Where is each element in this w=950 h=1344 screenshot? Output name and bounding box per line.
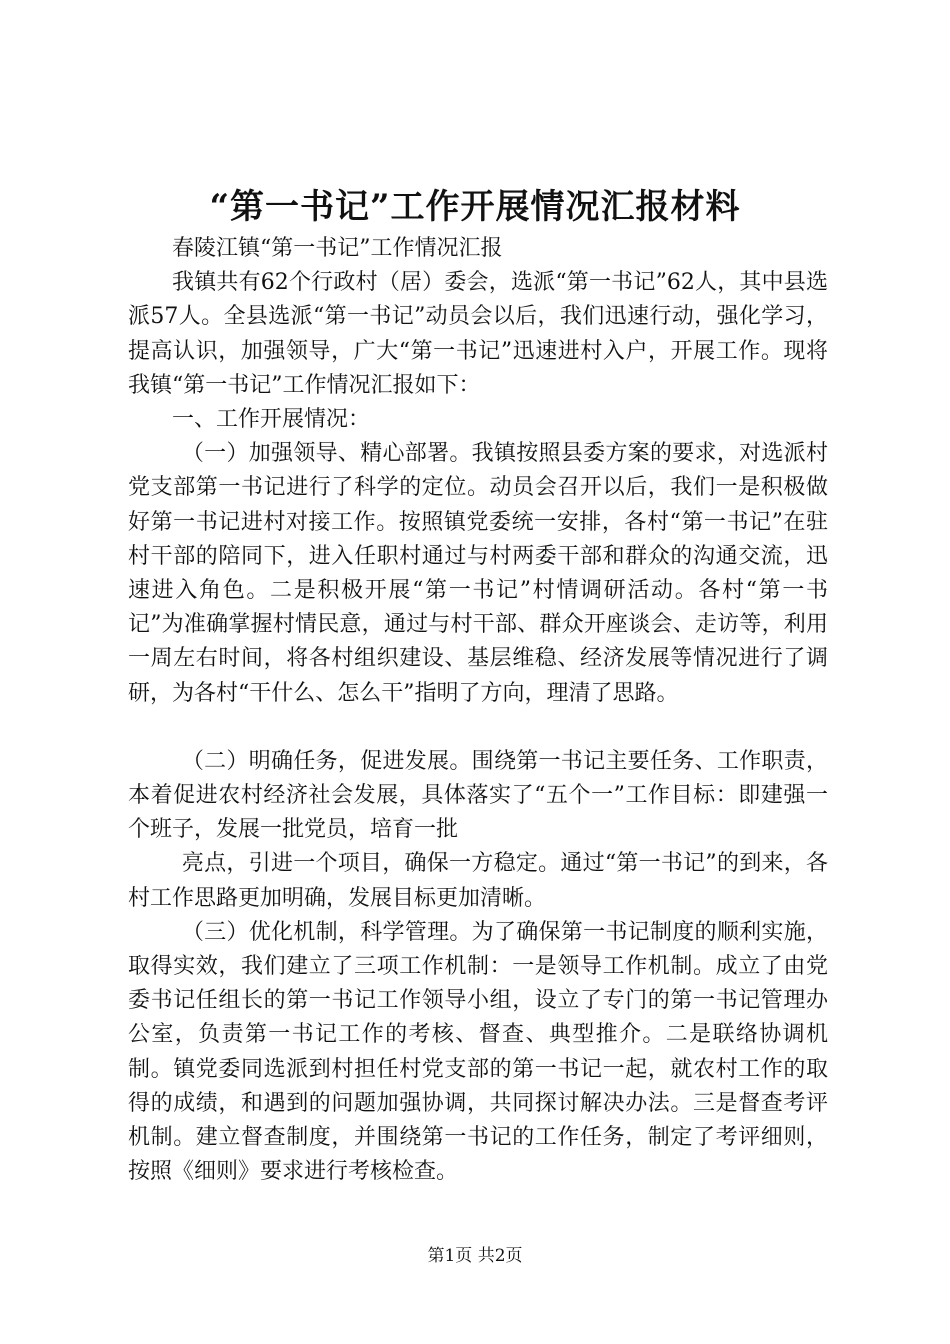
intro-paragraph: 我镇共有62个行政村（居）委会，选派“第一书记”62人，其中县选派57人。全县选派“第一书记”动员会以后，我们迅速行动，强化学习，提高认识，加强领导，广大“第一书记”迅速进村入户，开展工作。现将我镇“第一书记”工作情况汇报如下： [128,270,828,398]
report-subtitle: 春陵江镇“第一书记”工作情况汇报 [172,236,503,261]
paragraph-two-continued: 亮点，引进一个项目，确保一方稳定。通过“第一书记”的到来，各村工作思路更加明确，发展目标更加清晰。 [128,851,828,911]
paragraph-three: （三）优化机制，科学管理。为了确保第一书记制度的顺利实施，取得实效，我们建立了三项工作机制：一是领导工作机制。成立了由党委书记任组长的第一书记工作领导小组，设立了专门的第一书记管理办公室，负责第一书记工作的考核、督查、典型推介。二是联络协调机制。镇党委同选派到村担任村党支部的第一书记一起，就农村工作的取得的成绩，和遇到的问题加强协调，共同探讨解决办法。三是督查考评机制。建立督查制度，并围绕第一书记的工作任务，制定了考评细则，按照《细则》要求进行考核检查。 [128,919,828,1185]
section-heading: 一、工作开展情况： [172,407,371,433]
document-title: “第一书记”工作开展情况汇报材料 [209,187,741,227]
page-number-footer: 第1页 共2页 [427,1246,523,1266]
document-body [128,232,828,1189]
paragraph-one: （一）加强领导、精心部署。我镇按照县委方案的要求，对选派村党支部第一书记进行了科学的定位。动员会召开以后，我们一是积极做好第一书记进村对接工作。按照镇党委统一安排，各村“第一书记”在驻村干部的陪同下，进入任职村通过与村两委干部和群众的沟通交流，迅速进入角色。二是积极开展“第一书记”村情调研活动。各村“第一书记”为准确掌握村情民意，通过与村干部、群众开座谈会、走访等，利用一周左右时间，将各村组织建设、基层维稳、经济发展等情况进行了调研，为各村“干什么、怎么干”指明了方向，理清了思路。 [128,441,828,706]
paragraph-two: （二）明确任务，促进发展。围绕第一书记主要任务、工作职责，本着促进农村经济社会发展，具体落实了“五个一”工作目标：即建强一个班子，发展一批党员，培育一批 [128,748,828,843]
